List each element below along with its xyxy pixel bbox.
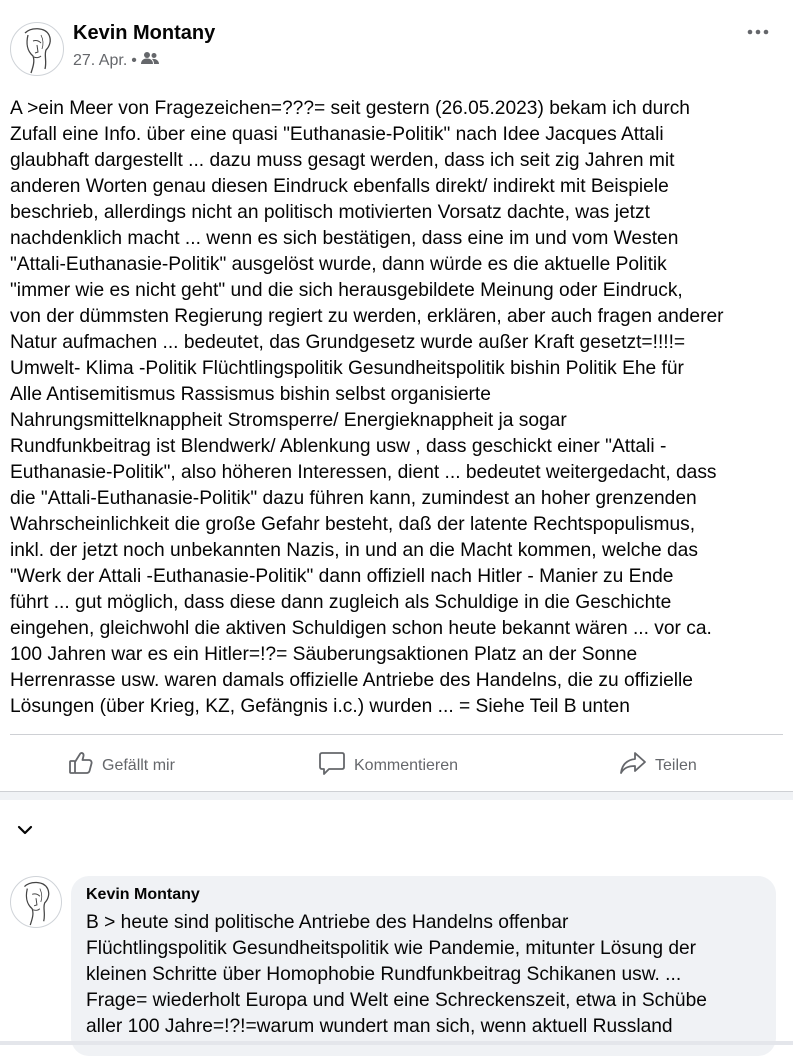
- chevron-down-icon[interactable]: [14, 820, 36, 840]
- section-separator: [0, 792, 793, 800]
- divider: [10, 734, 783, 735]
- face-sketch-icon: [11, 23, 63, 75]
- bottom-edge: [0, 1041, 793, 1045]
- share-button[interactable]: [619, 750, 697, 781]
- comment-button[interactable]: [318, 750, 458, 781]
- comment-label: Kommentieren: [354, 756, 459, 774]
- face-sketch-icon: [11, 877, 61, 927]
- share-arrow-icon: [619, 750, 647, 781]
- more-horizontal-icon[interactable]: [742, 18, 774, 46]
- like-label: Gefällt mir: [102, 756, 175, 774]
- comment-text: B > heute sind politische Antriebe des Handelns offenbar Flüchtlingspolitik Gesundheitspolitik wie Pandemie, mitunter Lösung der kleinen Schritte über Homophobie Rundfunkbeitrag Schikanen usw. ... Frage= wiederholt Europa und Welt eine Schreckenszeit, etwa in Schübe aller 100 Jahre=!?!=warum wundert man sich, wenn aktuell Russland: [86, 912, 707, 1037]
- share-label: Teilen: [655, 756, 697, 774]
- thumbs-up-icon: [68, 750, 94, 781]
- comment-bubble: [71, 876, 776, 1056]
- post-date[interactable]: 27. Apr.: [73, 51, 128, 69]
- author-avatar[interactable]: [10, 22, 64, 76]
- comment-bubble-icon: [318, 750, 346, 781]
- post-action-bar: [0, 740, 793, 788]
- friends-icon[interactable]: [141, 51, 159, 70]
- comment-author-avatar[interactable]: [10, 876, 62, 928]
- like-button[interactable]: [68, 750, 175, 781]
- post-text: A >ein Meer von Fragezeichen=???= seit gestern (26.05.2023) bekam ich durch Zufall eine Info. über eine quasi "Euthanasie-Politik" nach Idee Jacques Attali glaubhaft dargestellt ... dazu muss gesagt werden, dass ich seit zig Jahren mit anderen Worten genau diesen Eindruck ebenfalls direkt/ indirekt mit Beispiele beschrieb, allerdings nicht an politisch motivierten Vorsatz dachte, was jetzt nachdenklich macht ... wenn es sich bestätigen, dass eine im und vom Westen "Attali-Euthanasie-Politik" ausgelöst wurde, dann würde es die aktuelle Politik "immer wie es nicht geht" und die sich herausgebildete Meinung oder Eindruck, von der dümmsten Regierung regiert zu werden, erklären, aber auch fragen anderer Natur aufmachen ... bedeutet, das Grundgesetz wurde außer Kraft gesetzt=!!!!= Umwelt- Klima -Politik Flüchtlingspolitik Gesundheitspolitik bishin Politik Ehe für Alle Antisemitismus Rassismus bishin selbst organisierte Nahrungsmittelknappheit Stromsperre/ Energieknappheit ja sogar Rundfunkbeitrag ist Blendwerk/ Ablenkung usw , dass geschickt einer "Attali - Euthanasie-Politik", also höheren Interessen, dient ... bedeutet weitergedacht, dass die "Attali-Euthanasie-Politik" dazu führen kann, zumindest an hoher grenzenden Wahrscheinlichkeit die große Gefahr besteht, daß der latente Rechtspopulismus, inkl. der jetzt noch unbekannten Nazis, in und an die Macht kommen, welche das "Werk der Attali -Euthanasie-Politik" dann offiziell nach Hitler - Manier zu Ende führt ... gut möglich, dass diese dann zugleich als Schuldige in die Geschichte eingehen, gleichwohl die aktiven Schuldigen schon heute bekannt wären ... vor ca. 100 Jahren war es ein Hitler=!?= Säuberungsaktionen Platz an der Sonne Herrenrasse usw. waren damals offizielle Antriebe des Handelns, die zu offizielle Lösungen (über Krieg, KZ, Gefängnis i.c.) wurden ... = Siehe Teil B unten: [10, 98, 724, 717]
- meta-separator: •: [131, 51, 137, 69]
- post-header: [0, 0, 793, 90]
- post-author-name[interactable]: Kevin Montany: [73, 22, 216, 44]
- post-meta: [73, 51, 159, 70]
- comment-author-name[interactable]: Kevin Montany: [86, 886, 200, 903]
